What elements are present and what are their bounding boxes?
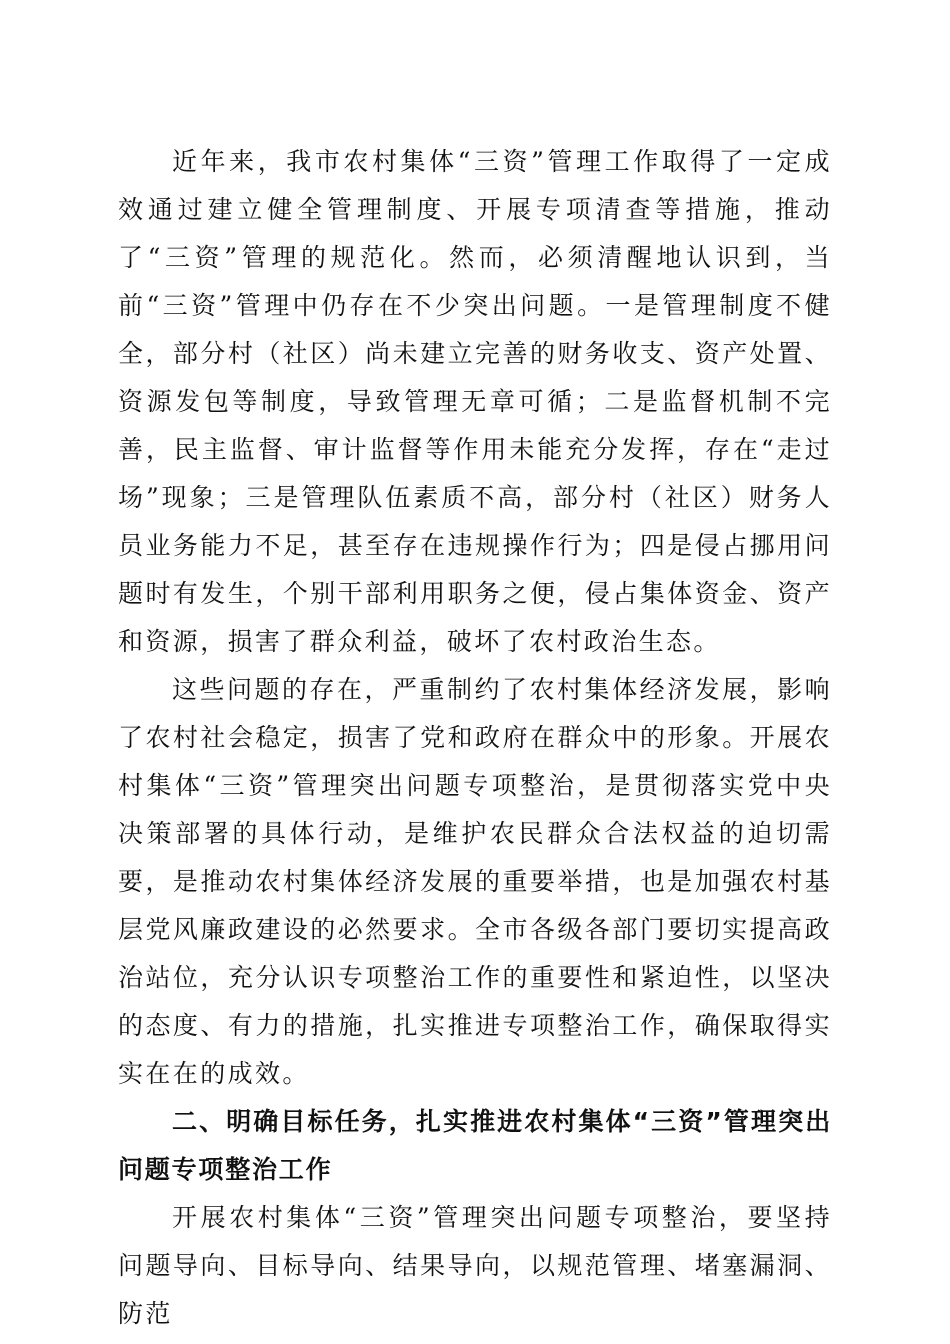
paragraph-problems: 近年来，我市农村集体“三资”管理工作取得了一定成效通过建立健全管理制度、开展专项清查等措施，推动了“三资”管理的规范化。然而，必须清醒地认识到，当前“三资”管理中仍存在不少突出问题。一是管理制度不健全，部分村（社区）尚未建立完善的财务收支、资产处置、资源发包等制度，导致管理无章可循；二是监督机制不完善，民主监督、审计监督等作用未能充分发挥，存在“走过场”现象；三是管理队伍素质不高，部分村（社区）财务人员业务能力不足，甚至存在违规操作行为；四是侵占挪用问题时有发生，个别干部利用职务之便，侵占集体资金、资产和资源，损害了群众利益，破坏了农村政治生态。	[118, 147, 832, 656]
paragraph-section-intro: 开展农村集体“三资”管理突出问题专项整治，要坚持问题导向、目标导向、结果导向，以规范管理、堵塞漏洞、防范	[118, 1203, 832, 1328]
document-body	[118, 138, 832, 1338]
section-heading: 二、明确目标任务，扎实推进农村集体“三资”管理突出问题专项整治工作	[118, 1107, 832, 1184]
paragraph-significance: 这些问题的存在，严重制约了农村集体经济发展，影响了农村社会稳定，损害了党和政府在群众中的形象。开展农村集体“三资”管理突出问题专项整治，是贯彻落实党中央决策部署的具体行动，是维护农民群众合法权益的迫切需要，是推动农村集体经济发展的重要举措，也是加强农村基层党风廉政建设的必然要求。全市各级各部门要切实提高政治站位，充分认识专项整治工作的重要性和紧迫性，以坚决的态度、有力的措施，扎实推进专项整治工作，确保取得实实在在的成效。	[118, 675, 832, 1088]
